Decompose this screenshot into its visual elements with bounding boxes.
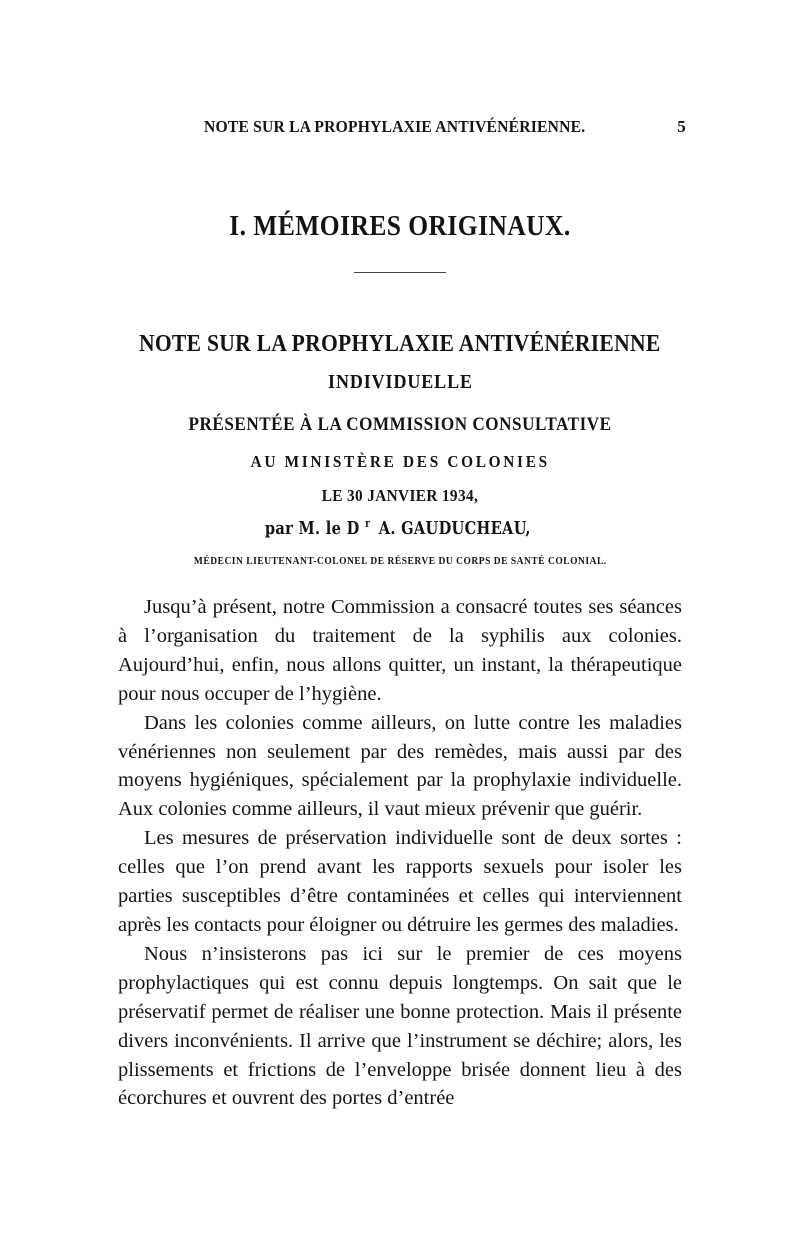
author-name: A. GAUDUCHEAU, <box>379 518 532 539</box>
author-role: MÉDECIN LIEUTENANT-COLONEL DE RÉSERVE DU CORPS DE SANTÉ COLONIAL. <box>193 556 607 567</box>
article-title-line-2: INDIVIDUELLE <box>327 371 473 393</box>
author-prefix: par M. le D <box>265 518 361 539</box>
article-subtitle-line-1: PRÉSENTÉE À LA COMMISSION CONSULTATIVE <box>188 414 612 435</box>
section-heading <box>0 210 800 243</box>
article-author <box>0 517 800 539</box>
running-header <box>204 117 686 141</box>
paragraph: Nous n’insisterons pas ici sur le premier de ces moyens prophylactiques qui est connu depuis longtemps. On sait que le préservatif permet de réaliser une bonne protection. Mais il présente divers inconvénients. Il arrive que l’instrument se déchire; alors, les plissements et frictions de l’enveloppe brisée donnent lieu à des écorchures et ouvrent des portes d’entrée <box>118 942 682 1110</box>
body-text <box>118 593 682 1113</box>
divider-rule <box>354 272 446 273</box>
page-number: 5 <box>677 117 686 136</box>
paragraph: Jusqu’à présent, notre Commission a consacré toutes ses séances à l’organisation du traitement de la syphilis aux colonies. Aujourd’hui, enfin, nous allons quitter, un instant, la thérapeutique pour nous occuper de l’hygiène. <box>118 596 682 705</box>
article-title-line-1: NOTE SUR LA PROPHYLAXIE ANTIVÉNÉRIENNE <box>139 331 661 357</box>
paragraph: Dans les colonies comme ailleurs, on lutte contre les maladies vénériennes non seulement par des remèdes, mais aussi par des moyens hygiéniques, spécialement par la prophylaxie individuelle. Aux colonies comme ailleurs, il vaut mieux prévenir que guérir. <box>118 711 682 821</box>
section-heading-text: I. MÉMOIRES ORIGINAUX. <box>229 210 571 242</box>
article-date: LE 30 JANVIER 1934, <box>321 486 479 505</box>
paragraph: Les mesures de préservation individuelle sont de deux sortes : celles que l’on prend avant les rapports sexuels pour isoler les parties susceptibles d’être contaminées et celles qui interviennent après les contacts pour éloigner ou détruire les germes des maladies. <box>118 827 682 936</box>
article-subtitle-line-2: AU MINISTÈRE DES COLONIES <box>250 452 550 471</box>
author-title-sup: r <box>365 517 371 530</box>
running-header-title: NOTE SUR LA PROPHYLAXIE ANTIVÉNÉRIENNE. <box>204 117 586 136</box>
